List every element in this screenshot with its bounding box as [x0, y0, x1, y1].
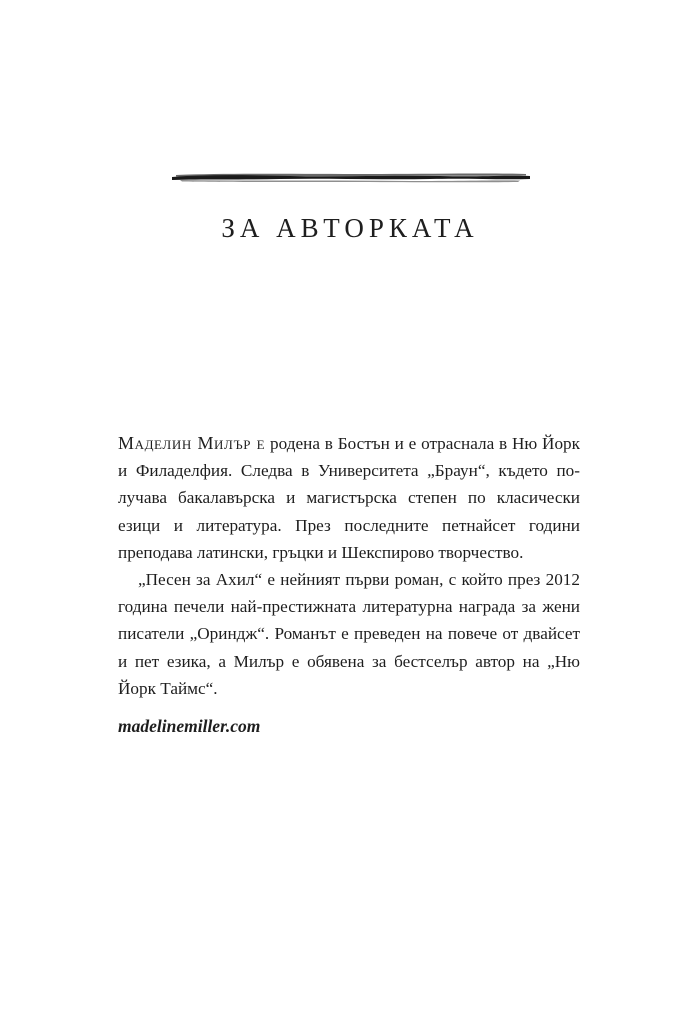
section-title: ЗА АВТОРКАТА [221, 213, 479, 243]
author-bio [118, 430, 580, 702]
brush-stroke-divider [170, 170, 532, 184]
author-website: madelinemiller.com [118, 716, 261, 736]
bio-paragraph-1 [118, 430, 580, 566]
bio-paragraph-1-text: родена в Бостън и е отраснала в Ню Йорк и Филаделфия. Следва в Университета „Браун“, където получава бакалавърска и магистърска степен по класически езици и литература. През последните петнайсет години преподава латински, гръцки и Шекспирово творчество. [118, 434, 580, 562]
author-name: Маделин Милър е [118, 433, 266, 453]
bio-paragraph-2: „Песен за Ахил“ е нейният първи роман, с който през 2012 година печели най-престижната литературна награда за жени писатели „Ориндж“. Романът е преведен на повече от двайсет и пет езика, а Милър е обявена за бестселър автор на „Ню Йорк Таймс“. [118, 570, 580, 698]
